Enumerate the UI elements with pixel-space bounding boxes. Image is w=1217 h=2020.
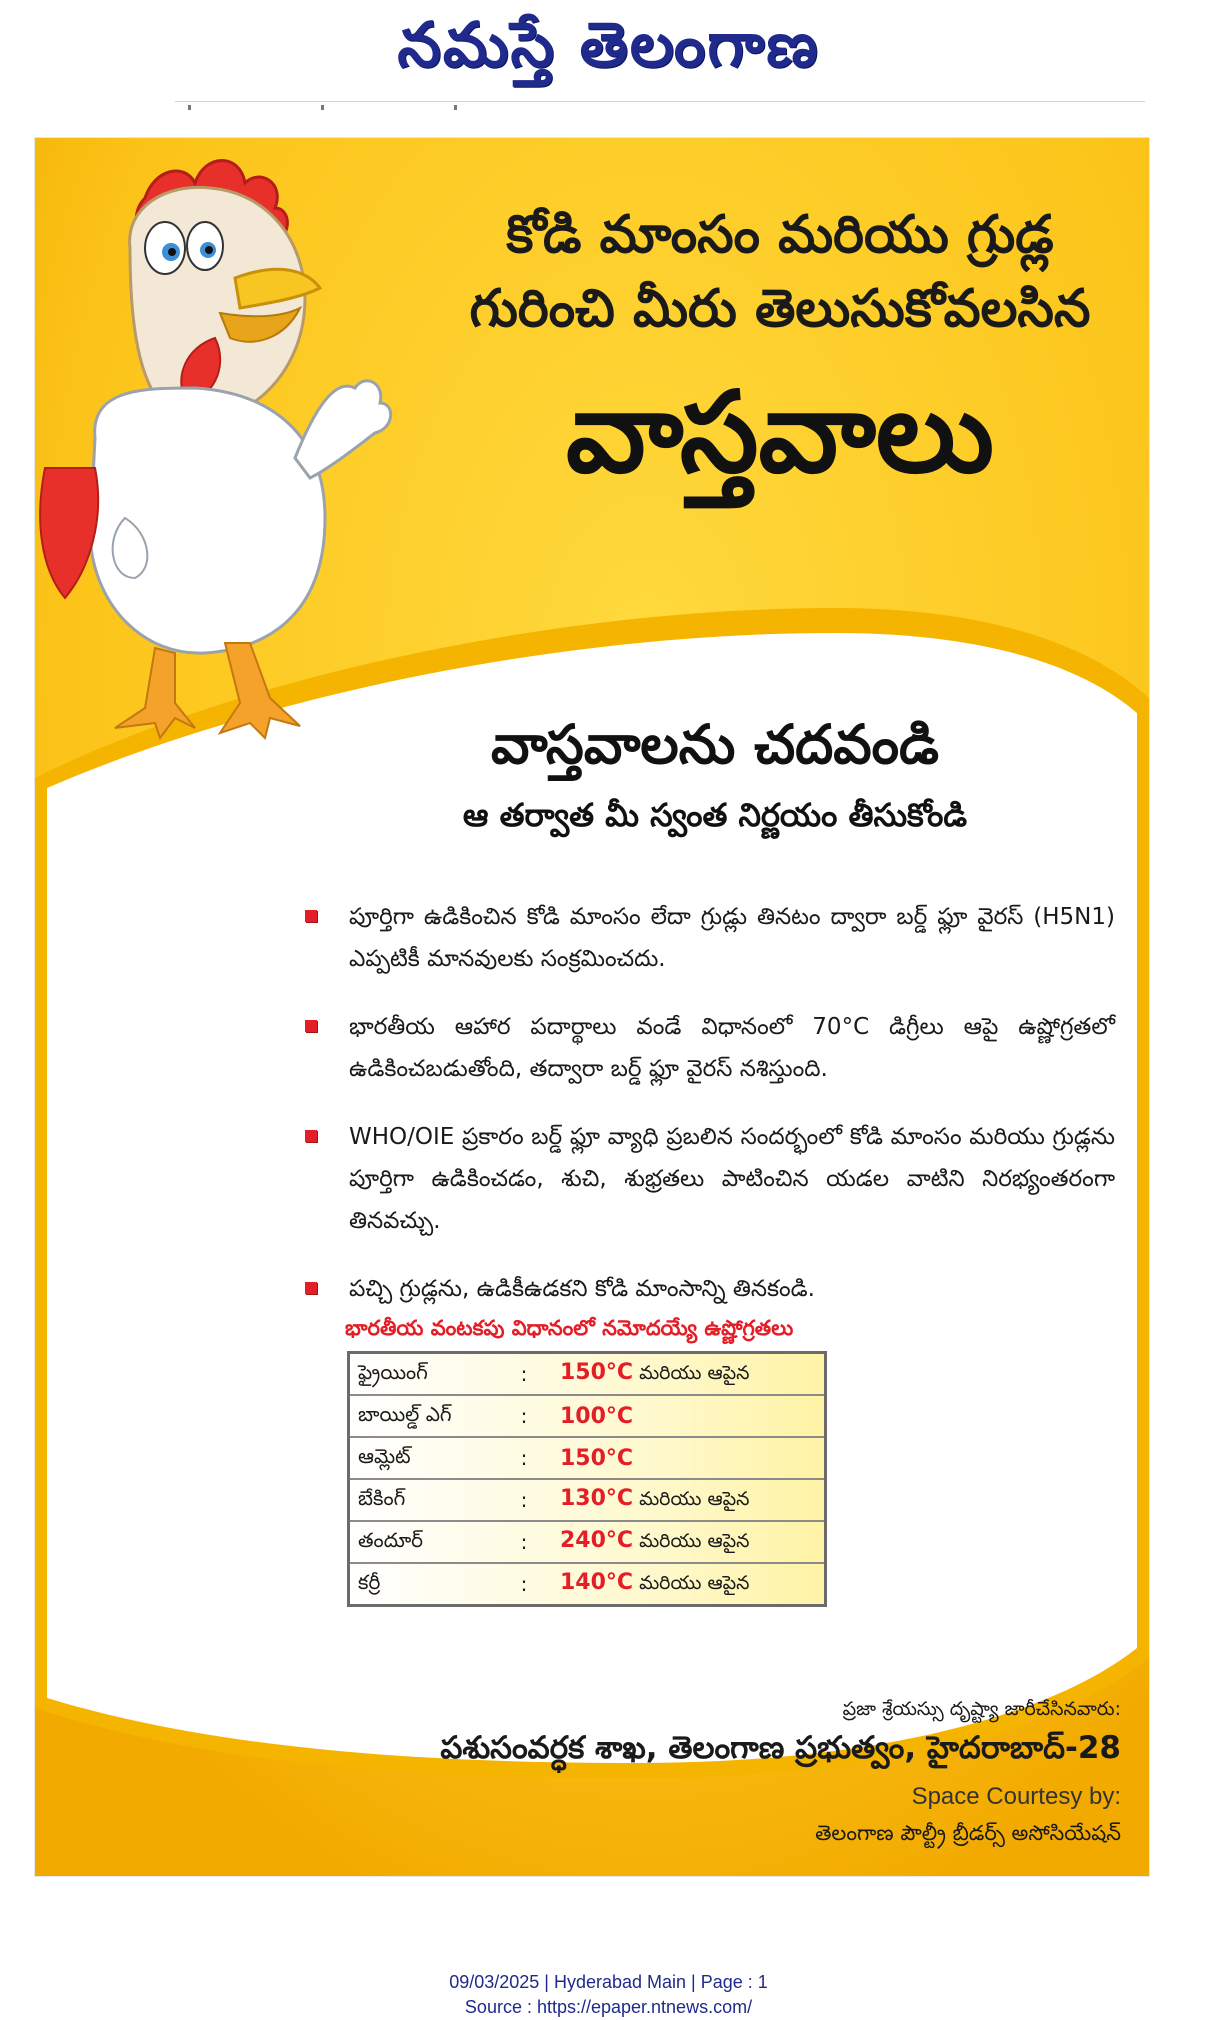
temperature-value: 150°C <box>560 1445 634 1471</box>
bullet-square-icon <box>305 910 317 922</box>
separator: : <box>520 1572 528 1596</box>
temperature-note: మరియు ఆపైన <box>639 1529 750 1552</box>
temperature-cell <box>552 1353 826 1396</box>
headline-top <box>435 198 1125 346</box>
temperature-cell <box>552 1395 826 1437</box>
subheading: వాస్తవాలను చదవండి <box>491 713 939 776</box>
bullet-square-icon <box>305 1130 317 1142</box>
headline-big: వాస్తవాలు <box>565 368 995 498</box>
fact-item <box>305 1116 1115 1242</box>
footer-edition-info: 09/03/2025 | Hyderabad Main | Page : 1 <box>449 1972 768 1992</box>
footer-source-link[interactable]: Source : https://epaper.ntnews.com/ <box>464 1997 753 2017</box>
fact-text: పూర్తిగా ఉడికించిన కోడి మాంసం లేదా గ్రుడ్లు తినటం ద్వారా బర్డ్ ఫ్లూ వైరస్ (H5N1) ఎప్పటికీ మానవులకు సంక్రమించదు. <box>349 904 1115 972</box>
temperature-table <box>347 1351 827 1607</box>
dish-name: బేకింగ్ <box>349 1479 497 1521</box>
space-courtesy-label: Space Courtesy by: <box>911 1783 1121 1810</box>
advertisement <box>34 137 1150 1877</box>
bullet-square-icon <box>305 1282 317 1294</box>
separator: : <box>496 1395 552 1437</box>
table-row <box>349 1395 826 1437</box>
table-row <box>349 1563 826 1606</box>
temperature-table-title: భారతీయ వంటకపు విధానంలో నమోదయ్యే ఉష్ణోగ్రతలు <box>345 1316 794 1340</box>
issuer-name: పశుసంవర్ధక శాఖ, తెలంగాణ ప్రభుత్వం, హైదరాబాద్-28 <box>440 1730 1121 1766</box>
temperature-note: మరియు ఆపైన <box>639 1361 750 1384</box>
temperature-value: 140°C <box>560 1569 634 1595</box>
sponsor-association: తెలంగాణ పౌల్ట్రీ బ్రీడర్స్ అసోసియేషన్ <box>815 1821 1121 1845</box>
temperature-cell <box>552 1479 826 1521</box>
temperature-value: 100°C <box>560 1403 634 1429</box>
bullet-square-icon <box>305 1020 317 1032</box>
fact-text: పచ్చి గ్రుడ్లను, ఉడికీఉడకని కోడి మాంసాన్ని తినకండి. <box>349 1276 815 1302</box>
table-row <box>349 1353 826 1396</box>
dish-name: ఆమ్లెట్ <box>349 1437 497 1479</box>
fact-item <box>305 896 1115 980</box>
table-row <box>349 1437 826 1479</box>
headline-line-2: గురించి మీరు తెలుసుకోవలసిన <box>469 279 1091 339</box>
temperature-cell <box>552 1563 826 1606</box>
separator: : <box>496 1353 552 1396</box>
fact-item <box>305 1268 1115 1310</box>
table-row <box>349 1521 826 1563</box>
temperature-cell <box>552 1521 826 1563</box>
separator: : <box>496 1521 552 1563</box>
temperature-note: మరియు ఆపైన <box>639 1571 750 1594</box>
temperature-value: 240°C <box>560 1527 634 1553</box>
table-row <box>349 1479 826 1521</box>
fact-text: WHO/OIE ప్రకారం బర్డ్ ఫ్లూ వ్యాధి ప్రబలిన సందర్భంలో కోడి మాంసం మరియు గ్రుడ్లను పూర్తిగా ఉడికించడం, శుచి, శుభ్రతలు పాటించిన యడల వాటిని నిరభ్యంతరంగా తినవచ్చు. <box>349 1124 1115 1234</box>
subheading-secondary: ఆ తర్వాత మీ స్వంత నిర్ణయం తీసుకోండి <box>462 796 968 834</box>
temperature-value: 130°C <box>560 1485 634 1511</box>
separator: : <box>496 1437 552 1479</box>
masthead-divider <box>175 101 1145 102</box>
newspaper-masthead: నమస్తే తెలంగాణ <box>397 8 820 81</box>
page-footer <box>0 1970 1217 2020</box>
fact-text: భారతీయ ఆహార పదార్థాలు వండే విధానంలో 70°C డిగ్రీలు ఆపై ఉష్ణోగ్రతలో ఉడికించబడుతోంది, తద్వారా బర్డ్ ఫ్లూ వైరస్ నశిస్తుంది. <box>349 1014 1115 1082</box>
dish-name: తందూర్ <box>349 1521 497 1563</box>
headline-line-1: కోడి మాంసం మరియు గ్రుడ్ల <box>506 205 1054 265</box>
temperature-value: 150°C <box>560 1359 634 1385</box>
dish-name: బాయిల్డ్ ఎగ్ <box>349 1395 497 1437</box>
issuer-label: ప్రజా శ్రేయస్సు దృష్ట్యా జారీచేసినవారు: <box>842 1698 1121 1720</box>
fact-item <box>305 1006 1115 1090</box>
temperature-note: మరియు ఆపైన <box>639 1487 750 1510</box>
separator: : <box>496 1479 552 1521</box>
facts-list <box>305 896 1115 1336</box>
dish-name: ఫ్రైయింగ్ <box>349 1353 497 1396</box>
temperature-cell <box>552 1437 826 1479</box>
dish-name: కర్రీ <box>358 1569 381 1594</box>
